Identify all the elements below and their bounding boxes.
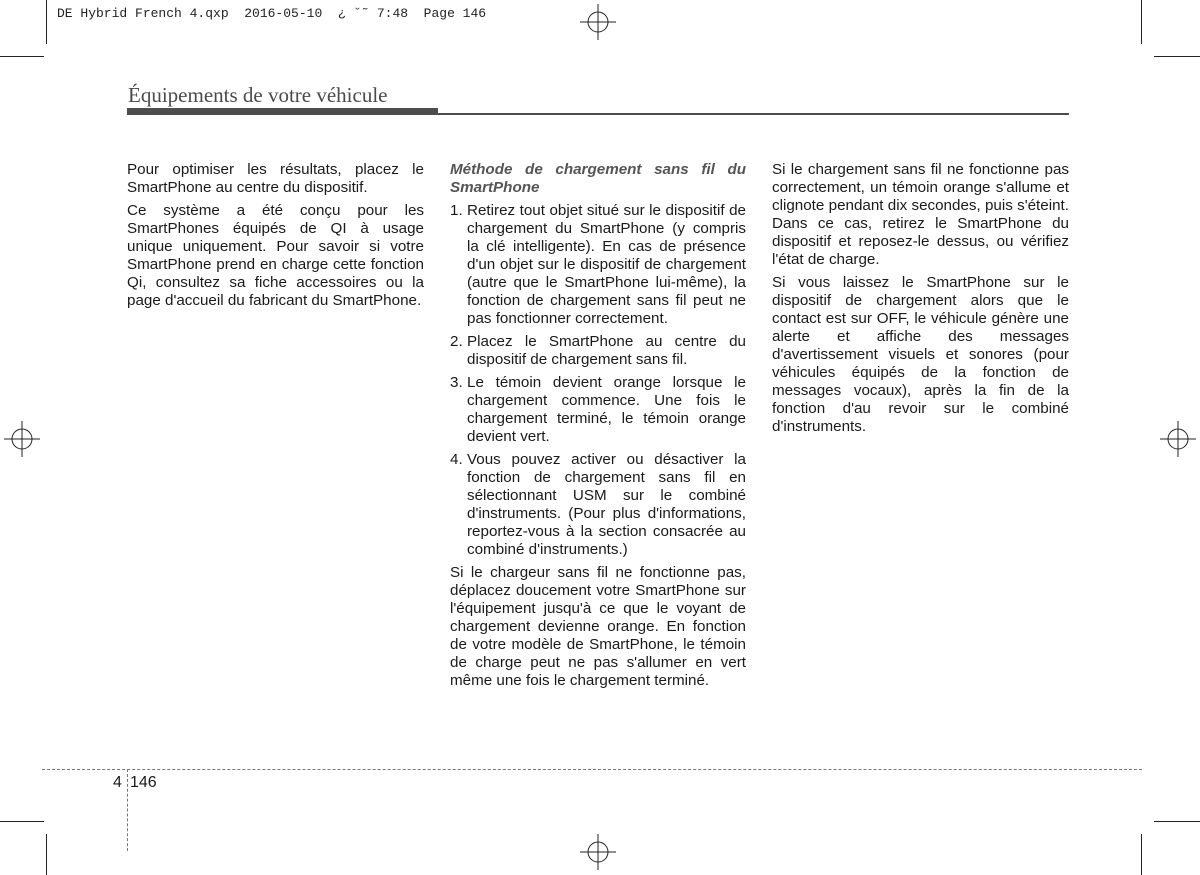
column-left <box>127 161 424 315</box>
crop-mark-top-right-h <box>1154 56 1200 57</box>
paragraph: Si le chargeur sans fil ne fonctionne pas, déplacez doucement votre SmartPhone sur l'équipement jusqu'à ce que le voyant de chargement devienne orange. En fonction de votre modèle de SmartPhone, le témoin de charge peut ne pas s'allumer en vert même une fois le chargement terminé. <box>450 564 746 689</box>
crop-mark-top-left-v <box>46 0 47 44</box>
crop-mark-bottom-right-v <box>1141 834 1142 875</box>
crop-mark-bottom-left-h <box>0 821 44 822</box>
paragraph: Ce système a été conçu pour les SmartPhones équipés de QI à usage unique uniquement. Pour savoir si votre SmartPhone prend en charge cette fonction Qi, consultez sa fiche accessoires ou la page d'accueil du fabricant du SmartPhone. <box>127 202 424 309</box>
registration-mark-right-icon <box>1160 421 1196 457</box>
subheading: Méthode de chargement sans fil du SmartPhone <box>450 161 746 196</box>
section-title: Équipements de votre véhicule <box>128 83 388 107</box>
registration-mark-bottom-icon <box>580 834 616 870</box>
list-item <box>450 202 746 328</box>
registration-mark-left-icon <box>4 421 40 457</box>
list-item <box>450 451 746 559</box>
step-number: 2. <box>450 333 463 350</box>
crop-mark-top-right-v <box>1141 0 1142 44</box>
print-slug-line: DE Hybrid French 4.qxp 2016-05-10 ¿ ˘˜ 7:48 Page 146 <box>57 6 487 21</box>
page-number: 146 <box>130 774 157 791</box>
column-middle <box>450 161 746 695</box>
step-text: Vous pouvez activer ou désactiver la fonction de chargement sans fil en sélectionnant USM sur le combiné d'instruments. (Pour plus d'informations, reportez-vous à la section consacrée au combiné d'instruments.) <box>467 451 746 558</box>
header-rule-thin <box>438 113 1069 115</box>
step-number: 4. <box>450 451 463 468</box>
step-number: 3. <box>450 374 463 391</box>
paragraph: Si le chargement sans fil ne fonctionne pas correctement, un témoin orange s'allume et clignote pendant dix secondes, puis s'éteint. Dans ce cas, retirez le SmartPhone du dispositif et reposez-le dessus, ou vérifiez l'état de charge. <box>772 161 1069 268</box>
footer-dashed-divider <box>127 769 128 851</box>
chapter-number: 4 <box>113 774 122 791</box>
crop-mark-bottom-right-h <box>1154 821 1200 822</box>
column-right <box>772 161 1069 441</box>
crop-mark-bottom-left-v <box>46 834 47 875</box>
step-number: 1. <box>450 202 463 219</box>
registration-mark-top-icon <box>580 4 616 40</box>
steps-list <box>450 202 746 559</box>
step-text: Placez le SmartPhone au centre du dispositif de chargement sans fil. <box>467 333 746 368</box>
footer-dashed-rule <box>42 769 1142 770</box>
step-text: Le témoin devient orange lorsque le chargement commence. Une fois le chargement terminé, le témoin orange devient vert. <box>467 374 746 445</box>
paragraph: Si vous laissez le SmartPhone sur le dispositif de chargement alors que le contact est sur OFF, le véhicule génère une alerte et affiche des messages d'avertissement visuels et sonores (pour véhicules équipés de la fonction de messages vocaux), après la fin de la fonction d'au revoir sur le combiné d'instruments. <box>772 274 1069 435</box>
paragraph: Pour optimiser les résultats, placez le SmartPhone au centre du dispositif. <box>127 161 424 196</box>
list-item <box>450 333 746 369</box>
list-item <box>450 374 746 446</box>
header-rule-thick <box>127 108 438 115</box>
step-text: Retirez tout objet situé sur le dispositif de chargement du SmartPhone (y compris la clé intelligente). En cas de présence d'un objet sur le dispositif de chargement (autre que le SmartPhone lui-même), la fonction de chargement sans fil peut ne pas fonctionner correctement. <box>467 202 746 327</box>
crop-mark-top-left-h <box>0 56 44 57</box>
